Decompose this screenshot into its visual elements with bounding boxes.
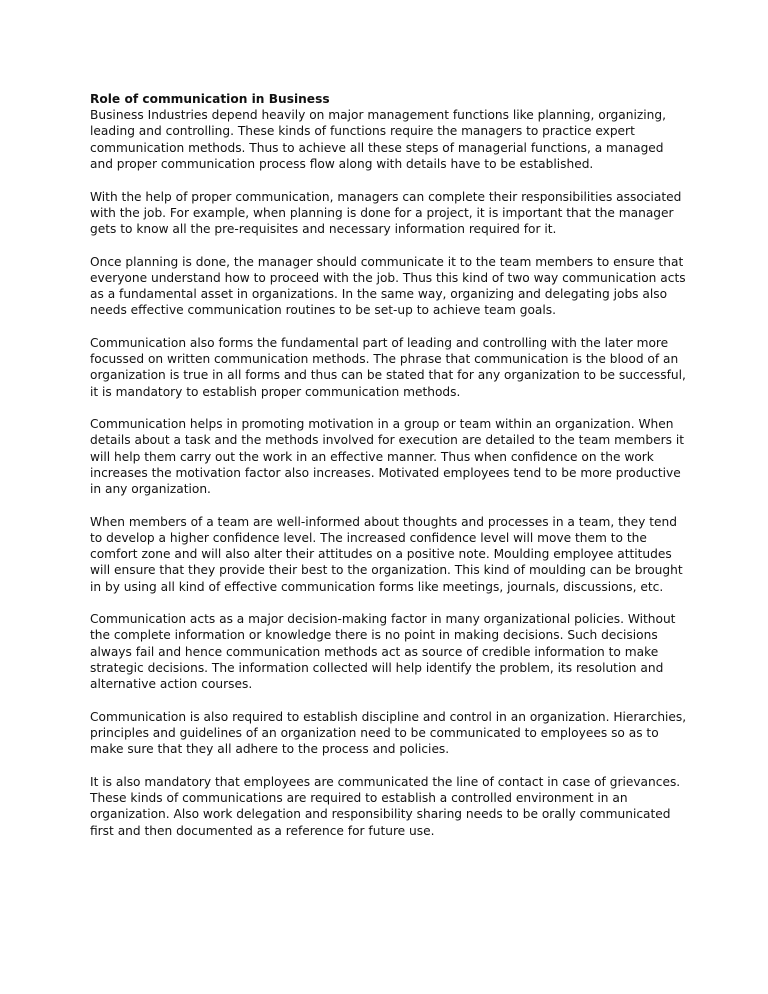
paragraph-9: It is also mandatory that employees are communicated the line of contact in case of grievances. These kinds of communications are required to establish a controlled environment in an organization. Also work delegation and responsibility sharing needs to be orally communicated first and then documented as a reference for future use. (90, 774, 681, 838)
paragraph-1: Business Industries depend heavily on major management functions like planning, organizing, leading and controlling. These kinds of functions require the managers to practice expert communication methods. Thus to achieve all these steps of managerial functions, a managed and proper communication process flow along with details have to be established. (90, 108, 666, 171)
paragraph-2: With the help of proper communication, managers can complete their responsibilities associated with the job. For example, when planning is done for a project, it is important that the manager gets to know all the pre-requisites and necessary information required for it. (90, 189, 682, 236)
paragraph-7: Communication acts as a major decision-making factor in many organizational policies. Without the complete information or knowledge there is no point in making decisions. Such decisions always fail and hence communication methods act as source of credible information to make strategic decisions. The information collected will help identify the problem, its resolution and alternative action courses. (90, 612, 676, 692)
paragraph-6: When members of a team are well-informed about thoughts and processes in a team, they tend to develop a higher confidence level. The increased confidence level will move them to the comfort zone and will also alter their attitudes on a positive note. Moulding employee attitudes will ensure that they provide their best to the organization. This kind of moulding can be brought in by using all kind of effective communication forms like meetings, journals, discussions, etc. (90, 514, 683, 594)
paragraph-8: Communication is also required to establish discipline and control in an organization. Hierarchies, principles and guidelines of an organization need to be communicated to employees so as to make sure that they all adhere to the process and policies. (90, 709, 687, 757)
document-title: Role of communication in Business (90, 92, 330, 106)
paragraph-5: Communication helps in promoting motivation in a group or team within an organization. When details about a task and the methods involved for execution are detailed to the team members it will help them carry out the work in an effective manner. Thus when confidence on the work increases the motivation factor also increases. Motivated employees tend to be more productive in any organization. (90, 417, 685, 497)
paragraph-3: Once planning is done, the manager should communicate it to the team members to ensure that everyone understand how to proceed with the job. Thus this kind of two way communication acts as a fundamental asset in organizations. In the same way, organizing and delegating jobs also needs effective communication routines to be set-up to achieve team goals. (90, 254, 686, 318)
paragraph-4: Communication also forms the fundamental part of leading and controlling with the later more focussed on written communication methods. The phrase that communication is the blood of an organization is true in all forms and thus can be stated that for any organization to be successful, it is mandatory to establish proper communication methods. (90, 335, 686, 399)
document-page (90, 91, 688, 855)
